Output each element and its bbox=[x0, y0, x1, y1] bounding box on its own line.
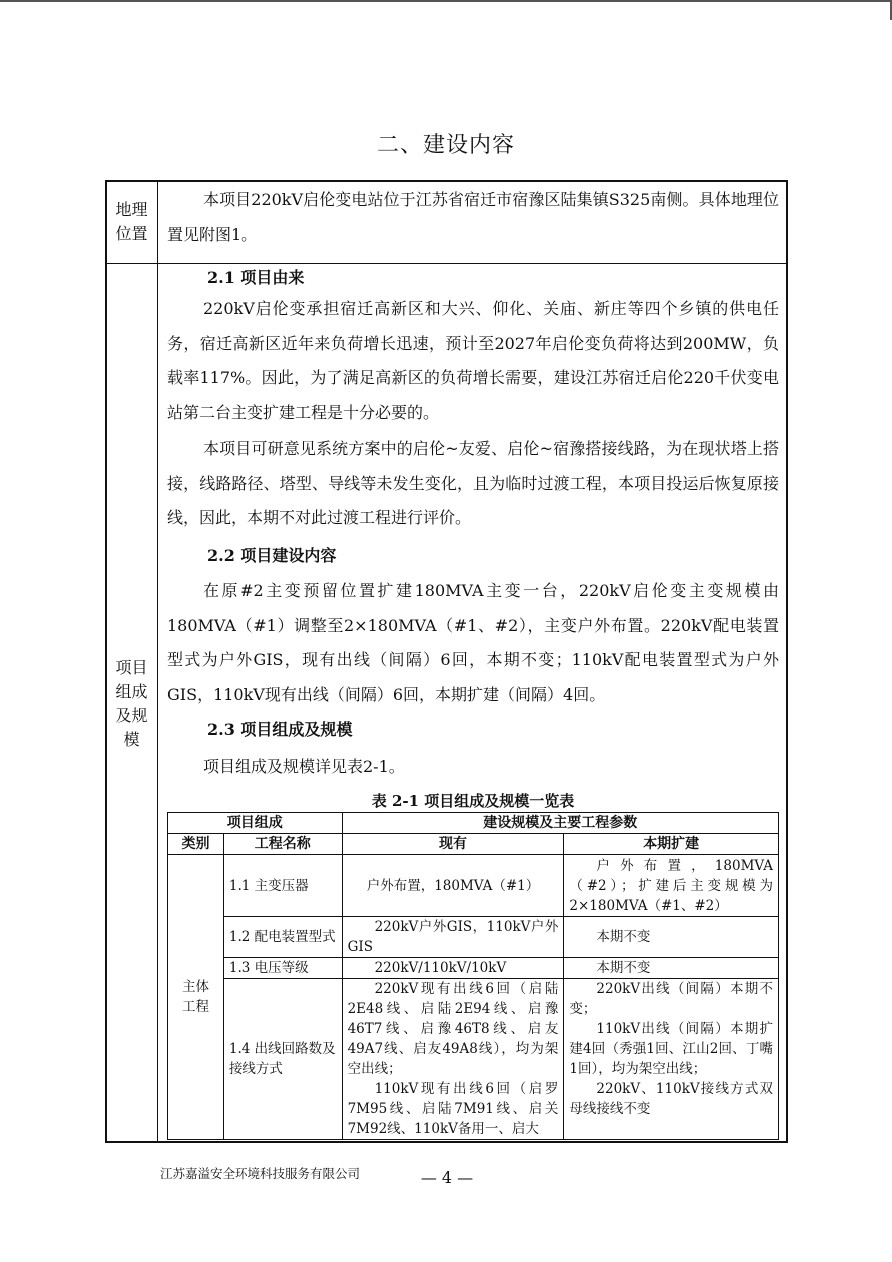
row-expansion: 本期不变 bbox=[564, 958, 779, 979]
existing-110kv: 110kV现有出线6回（启罗7M95线、启陆7M91线、启关7M92线、110kV备用一、启大 bbox=[347, 1081, 559, 1137]
page-edge bbox=[0, 0, 892, 2]
row-expansion: 本期不变 bbox=[564, 917, 779, 958]
row-existing: 220kV户外GIS，110kV户外GIS bbox=[342, 917, 564, 958]
category-cell bbox=[168, 855, 224, 1140]
paragraph-transition: 本项目可研意见系统方案中的启伦~友爱、启伦~宿豫搭接线路，为在现状塔上搭接，线路路径、塔型、导线等未发生变化，且为临时过渡工程，本项目投运后恢复原接线，因此，本期不对此过渡工程进行评价。 bbox=[167, 439, 779, 527]
paragraph-table-ref: 项目组成及规模详见表2-1。 bbox=[203, 757, 405, 776]
heading-2-1: 2.1 项目由来 bbox=[207, 268, 305, 287]
table-row bbox=[168, 855, 779, 917]
expansion-220kv: 220kV出线（间隔）本期不变； bbox=[569, 981, 773, 1017]
heading-2-3: 2.3 项目组成及规模 bbox=[207, 720, 353, 739]
page-number: — 4 — bbox=[420, 1168, 474, 1187]
composition-table bbox=[167, 812, 779, 1140]
heading-2-2: 2.2 项目建设内容 bbox=[207, 546, 337, 565]
paragraph-construction: 在原#2主变预留位置扩建180MVA主变一台，220kV启伦变主变规模由180MVA（#1）调整至2×180MVA（#1、#2），主变户外布置。220kV配电装置型式为户外GIS，现有出线（间隔）6回，本期不变；110kV配电装置型式为户外GIS，110kV现有出线（间隔）6回，本期扩建（间隔）4回。 bbox=[167, 581, 779, 704]
row-expansion bbox=[564, 979, 779, 1140]
expansion-wiring: 220kV、110kV接线方式双母线接线不变 bbox=[569, 1081, 773, 1117]
composition-label: 项目 组成 及规 模 bbox=[115, 658, 148, 749]
header-expansion: 本期扩建 bbox=[564, 834, 779, 855]
table-row bbox=[168, 979, 779, 1140]
category-text: 主体工程 bbox=[181, 979, 209, 1015]
header-parameters: 建设规模及主要工程参数 bbox=[342, 813, 778, 834]
location-label: 地理 位置 bbox=[115, 200, 148, 243]
row-name: 1.1 主变压器 bbox=[223, 855, 342, 917]
expansion-110kv: 110kV出线（间隔）本期扩建4回（秀强1回、江山2回、丁嘴1回），均为架空出线； bbox=[569, 1021, 773, 1077]
header-existing: 现有 bbox=[342, 834, 564, 855]
table-caption: 表 2-1 项目组成及规模一览表 bbox=[371, 792, 575, 810]
header-name: 工程名称 bbox=[223, 834, 342, 855]
row-existing: 户外布置，180MVA（#1） bbox=[342, 855, 564, 917]
footer-company: 江苏嘉溢安全环境科技服务有限公司 bbox=[160, 1166, 361, 1181]
row-name: 1.2 配电装置型式 bbox=[223, 917, 342, 958]
table-header-row bbox=[168, 813, 779, 834]
section-title: 二、建设内容 bbox=[376, 133, 515, 158]
existing-220kv: 220kV现有出线6回（启陆2E48线、启陆2E94线、启豫46T7线、启豫46T8线、启友49A7线、启友49A8线），均为架空出线； bbox=[347, 981, 559, 1077]
table-row bbox=[168, 958, 779, 979]
row-existing bbox=[342, 979, 564, 1140]
row-name: 1.4 出线回路数及接线方式 bbox=[223, 979, 342, 1140]
row-name: 1.3 电压等级 bbox=[223, 958, 342, 979]
header-composition: 项目组成 bbox=[168, 813, 343, 834]
table-row bbox=[168, 917, 779, 958]
paragraph-origin: 220kV启伦变承担宿迁高新区和大兴、仰化、关庙、新庄等四个乡镇的供电任务，宿迁高新区近年来负荷增长迅速，预计至2027年启伦变负荷将达到200MW，负载率117%。因此，为了满足高新区的负荷增长需要，建设江苏宿迁启伦220千伏变电站第二台主变扩建工程是十分必要的。 bbox=[167, 299, 779, 422]
row-existing: 220kV/110kV/10kV bbox=[342, 958, 564, 979]
location-text: 本项目220kV启伦变电站位于江苏省宿迁市宿豫区陆集镇S325南侧。具体地理位置见附图1。 bbox=[167, 190, 779, 244]
table-subheader-row bbox=[168, 834, 779, 855]
label-divider bbox=[157, 180, 158, 1143]
header-category: 类别 bbox=[168, 834, 224, 855]
row-expansion: 户外布置，180MVA（#2）；扩建后主变规模为2×180MVA（#1、#2） bbox=[564, 855, 779, 917]
